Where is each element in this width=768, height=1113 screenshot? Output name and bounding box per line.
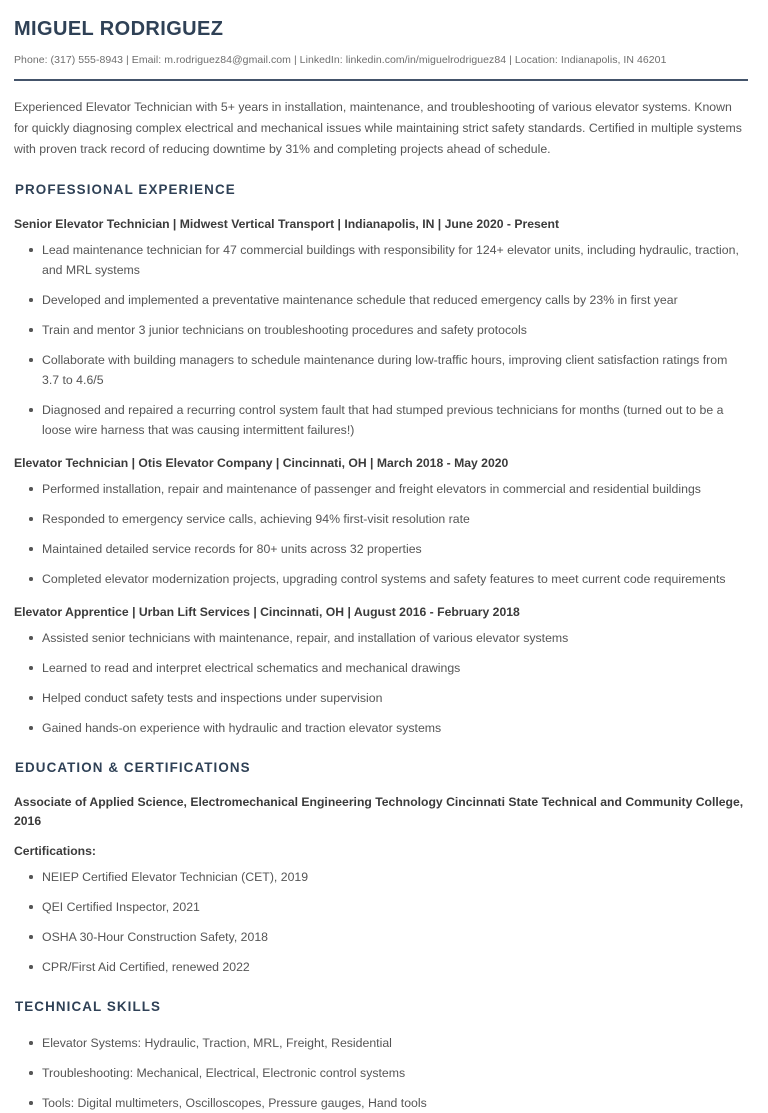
list-item: Learned to read and interpret electrical schematics and mechanical drawings xyxy=(42,658,748,678)
list-item: Gained hands-on experience with hydraulic and traction elevator systems xyxy=(42,718,748,738)
section-technical-skills xyxy=(14,997,748,1113)
list-item: Helped conduct safety tests and inspections under supervision xyxy=(42,688,748,708)
job-heading: Elevator Apprentice | Urban Lift Services | Cincinnati, OH | August 2016 - February 2018 xyxy=(14,605,520,619)
list-item: Train and mentor 3 junior technicians on troubleshooting procedures and safety protocols xyxy=(42,320,748,340)
section-heading-education: EDUCATION & CERTIFICATIONS xyxy=(15,760,251,775)
list-item: Lead maintenance technician for 47 commercial buildings with responsibility for 124+ elevator units, including hydraulic, traction, and MRL systems xyxy=(42,240,748,280)
job-bullet-list xyxy=(14,628,748,738)
section-heading-experience: PROFESSIONAL EXPERIENCE xyxy=(15,182,236,197)
job-heading: Elevator Technician | Otis Elevator Company | Cincinnati, OH | March 2018 - May 2020 xyxy=(14,456,509,470)
header-divider xyxy=(14,79,748,81)
list-item: Troubleshooting: Mechanical, Electrical, Electronic control systems xyxy=(42,1063,748,1083)
list-item: NEIEP Certified Elevator Technician (CET), 2019 xyxy=(42,867,748,887)
list-item: Responded to emergency service calls, achieving 94% first-visit resolution rate xyxy=(42,509,748,529)
list-item: Collaborate with building managers to schedule maintenance during low-traffic hours, improving client satisfaction ratings from 3.7 to 4.6/5 xyxy=(42,350,748,390)
degree-heading: Associate of Applied Science, Electromechanical Engineering Technology Cincinnati State Technical and Community College, 2016 xyxy=(14,795,744,828)
list-item: Completed elevator modernization projects, upgrading control systems and safety features to meet current code requirements xyxy=(42,569,748,589)
certifications-list xyxy=(14,867,748,977)
job-bullet-list xyxy=(14,240,748,440)
job-entry xyxy=(14,215,748,440)
list-item: QEI Certified Inspector, 2021 xyxy=(42,897,748,917)
list-item: OSHA 30-Hour Construction Safety, 2018 xyxy=(42,927,748,947)
list-item: Tools: Digital multimeters, Oscilloscopes, Pressure gauges, Hand tools xyxy=(42,1093,748,1113)
job-entry xyxy=(14,454,748,589)
list-item: Developed and implemented a preventative maintenance schedule that reduced emergency calls by 23% in first year xyxy=(42,290,748,310)
job-heading: Senior Elevator Technician | Midwest Vertical Transport | Indianapolis, IN | June 2020 - Present xyxy=(14,217,560,231)
certifications-label: Certifications: xyxy=(14,844,96,858)
list-item: Maintained detailed service records for 80+ units across 32 properties xyxy=(42,539,748,559)
section-education-certifications xyxy=(14,758,748,977)
job-bullet-list xyxy=(14,479,748,589)
professional-summary: Experienced Elevator Technician with 5+ years in installation, maintenance, and troubleshooting of various elevator systems. Known for quickly diagnosing complex electrical and mechanical issues while maintaining strict safety standards. Certified in multiple systems with proven track record of reducing downtime by 31% and completing projects ahead of schedule. xyxy=(14,100,742,156)
list-item: CPR/First Aid Certified, renewed 2022 xyxy=(42,957,748,977)
list-item: Performed installation, repair and maintenance of passenger and freight elevators in commercial and residential buildings xyxy=(42,479,748,499)
page-title: MIGUEL RODRIGUEZ xyxy=(14,18,224,40)
list-item: Elevator Systems: Hydraulic, Traction, MRL, Freight, Residential xyxy=(42,1033,748,1053)
resume-header xyxy=(14,16,748,81)
section-professional-experience xyxy=(14,180,748,738)
section-heading-skills: TECHNICAL SKILLS xyxy=(15,999,162,1014)
list-item: Assisted senior technicians with maintenance, repair, and installation of various elevator systems xyxy=(42,628,748,648)
skills-list xyxy=(14,1033,748,1113)
contact-line: Phone: (317) 555-8943 | Email: m.rodriguez84@gmail.com | LinkedIn: linkedin.com/in/miguelrodriguez84 | Location: Indianapolis, IN 46201 xyxy=(14,54,667,66)
job-entry xyxy=(14,603,748,738)
list-item: Diagnosed and repaired a recurring control system fault that had stumped previous technicians for months (turned out to be a loose wire harness that was causing intermittent failures!) xyxy=(42,400,748,440)
